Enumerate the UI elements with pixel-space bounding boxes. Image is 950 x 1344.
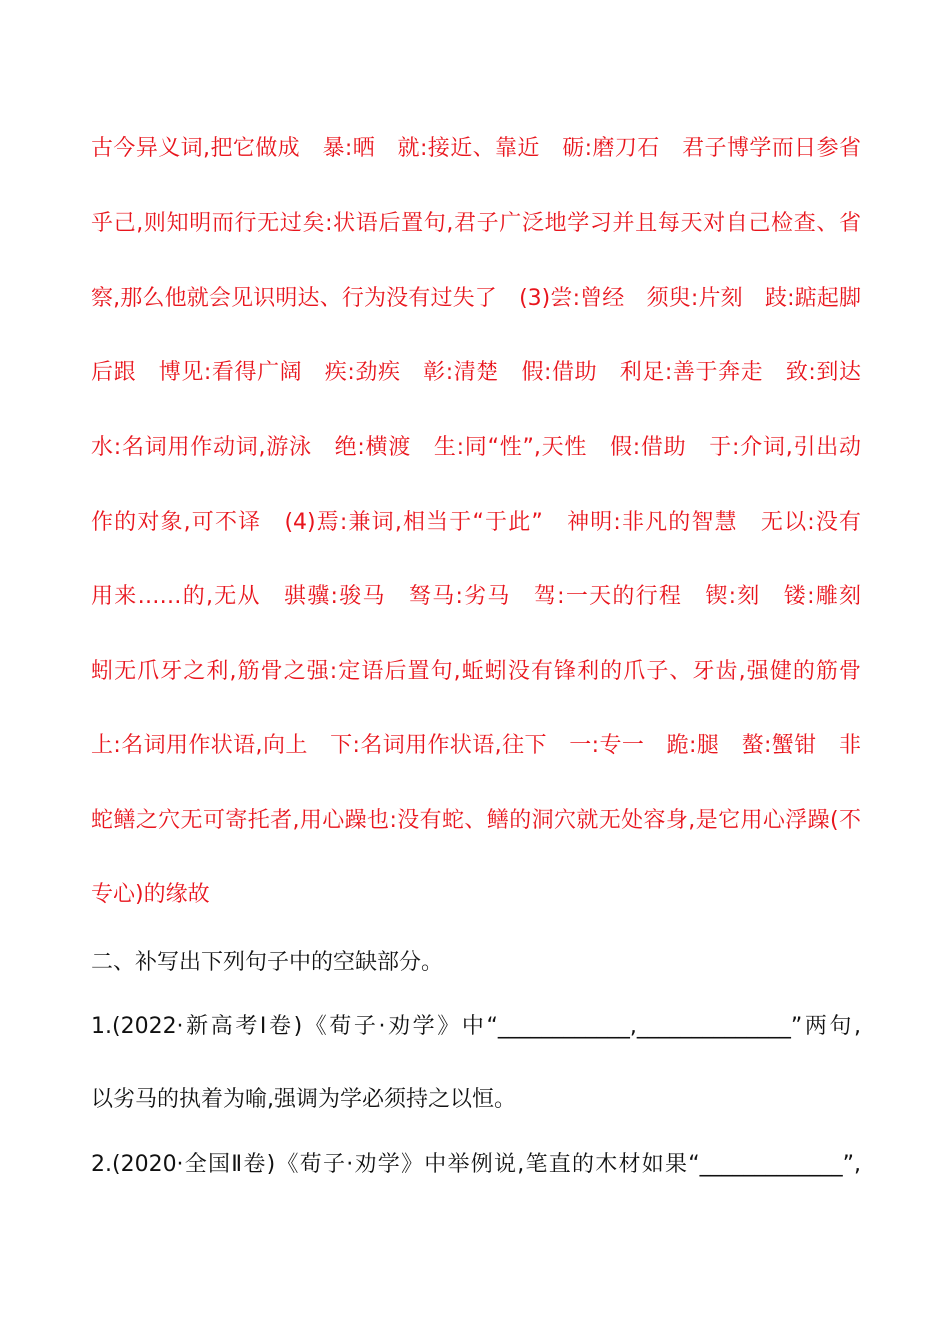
question-2-line-1: 2.(2020·全国Ⅱ卷)《荀子·劝学》中举例说,笔直的木材如果“_____________”, xyxy=(91,1152,861,1177)
answer-line-10: 蛇鳝之穴无可寄托者,用心躁也:没有蛇、鳝的洞穴就无处容身,是它用心浮躁(不 xyxy=(91,808,861,833)
answer-line-11: 专心)的缘故 xyxy=(91,882,210,907)
section-heading: 二、补写出下列句子中的空缺部分。 xyxy=(91,950,444,975)
answer-line-9: 上:名词用作状语,向上 下:名词用作状语,往下 一:专一 跪:腿 螯:蟹钳 非 xyxy=(91,733,861,758)
answer-line-3: 察,那么他就会见识明达、行为没有过失了 (3)尝:曾经 须臾:片刻 跂:踮起脚 xyxy=(91,286,861,311)
answer-line-2: 乎己,则知明而行无过矣:状语后置句,君子广泛地学习并且每天对自己检查、省 xyxy=(91,211,861,236)
answer-line-4: 后跟 博见:看得广阔 疾:劲疾 彰:清楚 假:借助 利足:善于奔走 致:到达 xyxy=(91,360,861,385)
answer-line-1: 古今异义词,把它做成 暴:晒 就:接近、靠近 砺:磨刀石 君子博学而日参省 xyxy=(91,136,861,161)
question-1-line-2: 以劣马的执着为喻,强调为学必须持之以恒。 xyxy=(91,1087,516,1112)
answer-line-6: 作的对象,可不译 (4)焉:兼词,相当于“于此” 神明:非凡的智慧 无以:没有 xyxy=(91,510,861,535)
answer-line-5: 水:名词用作动词,游泳 绝:横渡 生:同“性”,天性 假:借助 于:介词,引出动 xyxy=(91,435,861,460)
answer-line-8: 蚓无爪牙之利,筋骨之强:定语后置句,蚯蚓没有锋利的爪子、牙齿,强健的筋骨 xyxy=(91,659,861,684)
answer-line-7: 用来……的,无从 骐骥:骏马 驽马:劣马 驾:一天的行程 锲:刻 镂:雕刻 xyxy=(91,584,861,609)
question-1-line-1: 1.(2022·新高考Ⅰ卷)《荀子·劝学》中“____________,______________”两句, xyxy=(91,1014,861,1039)
